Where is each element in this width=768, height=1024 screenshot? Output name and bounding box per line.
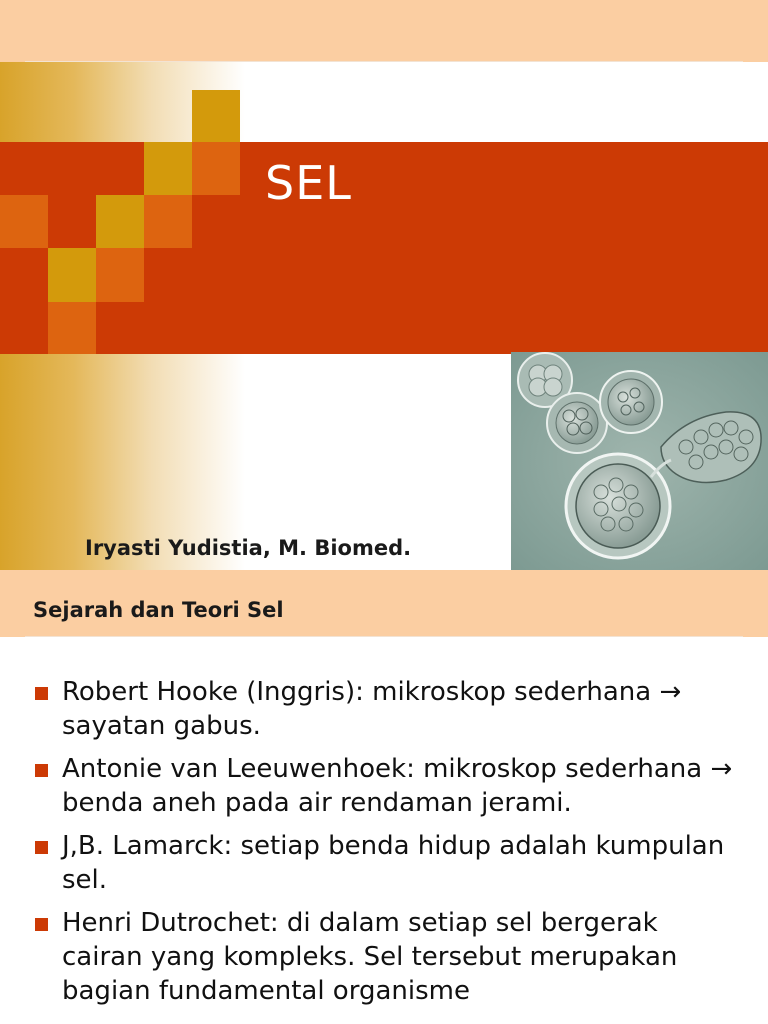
bullet-square-icon — [35, 764, 48, 777]
deco-square — [0, 195, 48, 248]
bullet-square-icon — [35, 841, 48, 854]
list-item — [0, 752, 768, 820]
deco-square — [192, 90, 240, 142]
bullet-text: Robert Hooke (Inggris): mikroskop sederhana → sayatan gabus. — [62, 677, 682, 741]
bullet-text: Antonie van Leeuwenhoek: mikroskop sederhana → benda aneh pada air rendaman jerami. — [62, 754, 733, 818]
bullet-square-icon — [35, 687, 48, 700]
deco-square — [96, 248, 144, 302]
content-slide — [0, 570, 768, 1024]
top-band — [0, 0, 768, 62]
slide-heading: Sejarah dan Teori Sel — [33, 598, 284, 622]
cell-microscopy-image — [511, 352, 768, 570]
deco-square — [144, 142, 192, 195]
deco-square — [48, 248, 96, 302]
slide-title: SEL — [265, 156, 352, 210]
bullet-text: J,B. Lamarck: setiap benda hidup adalah kumpulan sel. — [62, 831, 725, 895]
divider-line — [25, 636, 743, 637]
list-item — [0, 829, 768, 897]
bullet-text: Henri Dutrochet: di dalam setiap sel bergerak cairan yang kompleks. Sel tersebut merupakan bagian fundamental organisme — [62, 908, 678, 1006]
list-item — [0, 906, 768, 1008]
deco-square — [192, 142, 240, 195]
author-name: Iryasti Yudistia, M. Biomed. — [85, 536, 412, 560]
bullet-square-icon — [35, 918, 48, 931]
deco-square — [48, 302, 96, 354]
deco-square — [96, 195, 144, 248]
list-item — [0, 675, 768, 743]
deco-square — [144, 195, 192, 248]
bullet-list — [0, 675, 768, 1017]
